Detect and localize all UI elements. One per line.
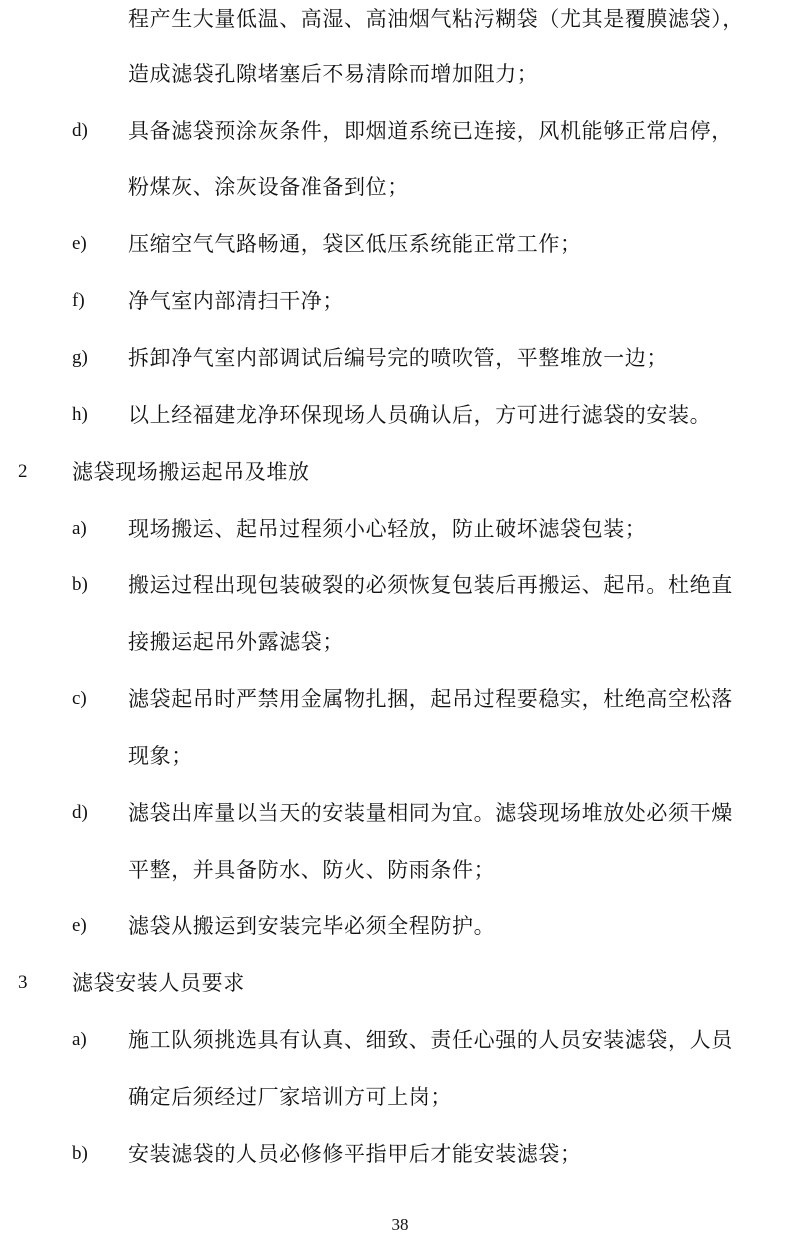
line-text: 施工队须挑选具有认真、细致、责任心强的人员安装滤袋，人员 [128, 1028, 733, 1052]
text-line [0, 54, 800, 94]
list-item [0, 509, 800, 549]
page-number: 38 [391, 1215, 409, 1234]
list-item [0, 793, 800, 833]
list-item [0, 111, 800, 151]
list-item [0, 224, 800, 264]
text-line [0, 0, 800, 39]
item-label: f) [72, 290, 85, 311]
item-label: h) [72, 404, 88, 425]
item-label: e) [72, 915, 87, 936]
line-text: 现象； [128, 744, 193, 768]
line-text: 具备滤袋预涂灰条件，即烟道系统已连接，风机能够正常启停， [128, 119, 733, 143]
line-text: 平整，并具备防水、防火、防雨条件； [128, 858, 496, 882]
item-label: b) [72, 574, 88, 595]
text-line [0, 1077, 800, 1117]
list-item [0, 565, 800, 605]
list-item [0, 679, 800, 719]
line-text: 滤袋从搬运到安装完毕必须全程防护。 [128, 914, 496, 938]
list-item [0, 906, 800, 946]
line-text: 造成滤袋孔隙堵塞后不易清除而增加阻力； [128, 62, 539, 86]
item-label: g) [72, 347, 88, 368]
text-line [0, 736, 800, 776]
list-item [0, 1134, 800, 1174]
section-heading [0, 963, 800, 1003]
list-item [0, 338, 800, 378]
item-label: a) [72, 1029, 87, 1050]
list-item [0, 395, 800, 435]
item-label: d) [72, 802, 88, 823]
line-text: 接搬运起吊外露滤袋； [128, 630, 344, 654]
line-text: 滤袋起吊时严禁用金属物扎捆，起吊过程要稳实，杜绝高空松落 [128, 687, 733, 711]
list-item [0, 1020, 800, 1060]
item-label: e) [72, 233, 87, 254]
section-number: 2 [18, 461, 28, 482]
line-text: 搬运过程出现包装破裂的必须恢复包装后再搬运、起吊。杜绝直 [128, 573, 733, 597]
text-line [0, 622, 800, 662]
line-text: 净气室内部清扫干净； [128, 289, 344, 313]
section-title: 滤袋现场搬运起吊及堆放 [72, 460, 310, 484]
item-label: b) [72, 1143, 88, 1164]
list-item [0, 281, 800, 321]
line-text: 程产生大量低温、高湿、高油烟气粘污糊袋（尤其是覆膜滤袋）， [128, 7, 744, 31]
line-text: 压缩空气气路畅通，袋区低压系统能正常工作； [128, 232, 582, 256]
line-text: 确定后须经过厂家培训方可上岗； [128, 1085, 452, 1109]
line-text: 现场搬运、起吊过程须小心轻放，防止破坏滤袋包装； [128, 517, 647, 541]
line-text: 拆卸净气室内部调试后编号完的喷吹管，平整堆放一边； [128, 346, 668, 370]
item-label: c) [72, 688, 87, 709]
section-heading [0, 452, 800, 492]
text-line [0, 167, 800, 207]
item-label: a) [72, 518, 87, 539]
line-text: 粉煤灰、涂灰设备准备到位； [128, 175, 409, 199]
text-line [0, 850, 800, 890]
section-title: 滤袋安装人员要求 [72, 971, 245, 995]
item-label: d) [72, 120, 88, 141]
line-text: 滤袋出库量以当天的安装量相同为宜。滤袋现场堆放处必须干燥 [128, 801, 733, 825]
line-text: 以上经福建龙净环保现场人员确认后，方可进行滤袋的安装。 [128, 403, 712, 427]
section-number: 3 [18, 972, 28, 993]
line-text: 安装滤袋的人员必修修平指甲后才能安装滤袋； [128, 1142, 582, 1166]
